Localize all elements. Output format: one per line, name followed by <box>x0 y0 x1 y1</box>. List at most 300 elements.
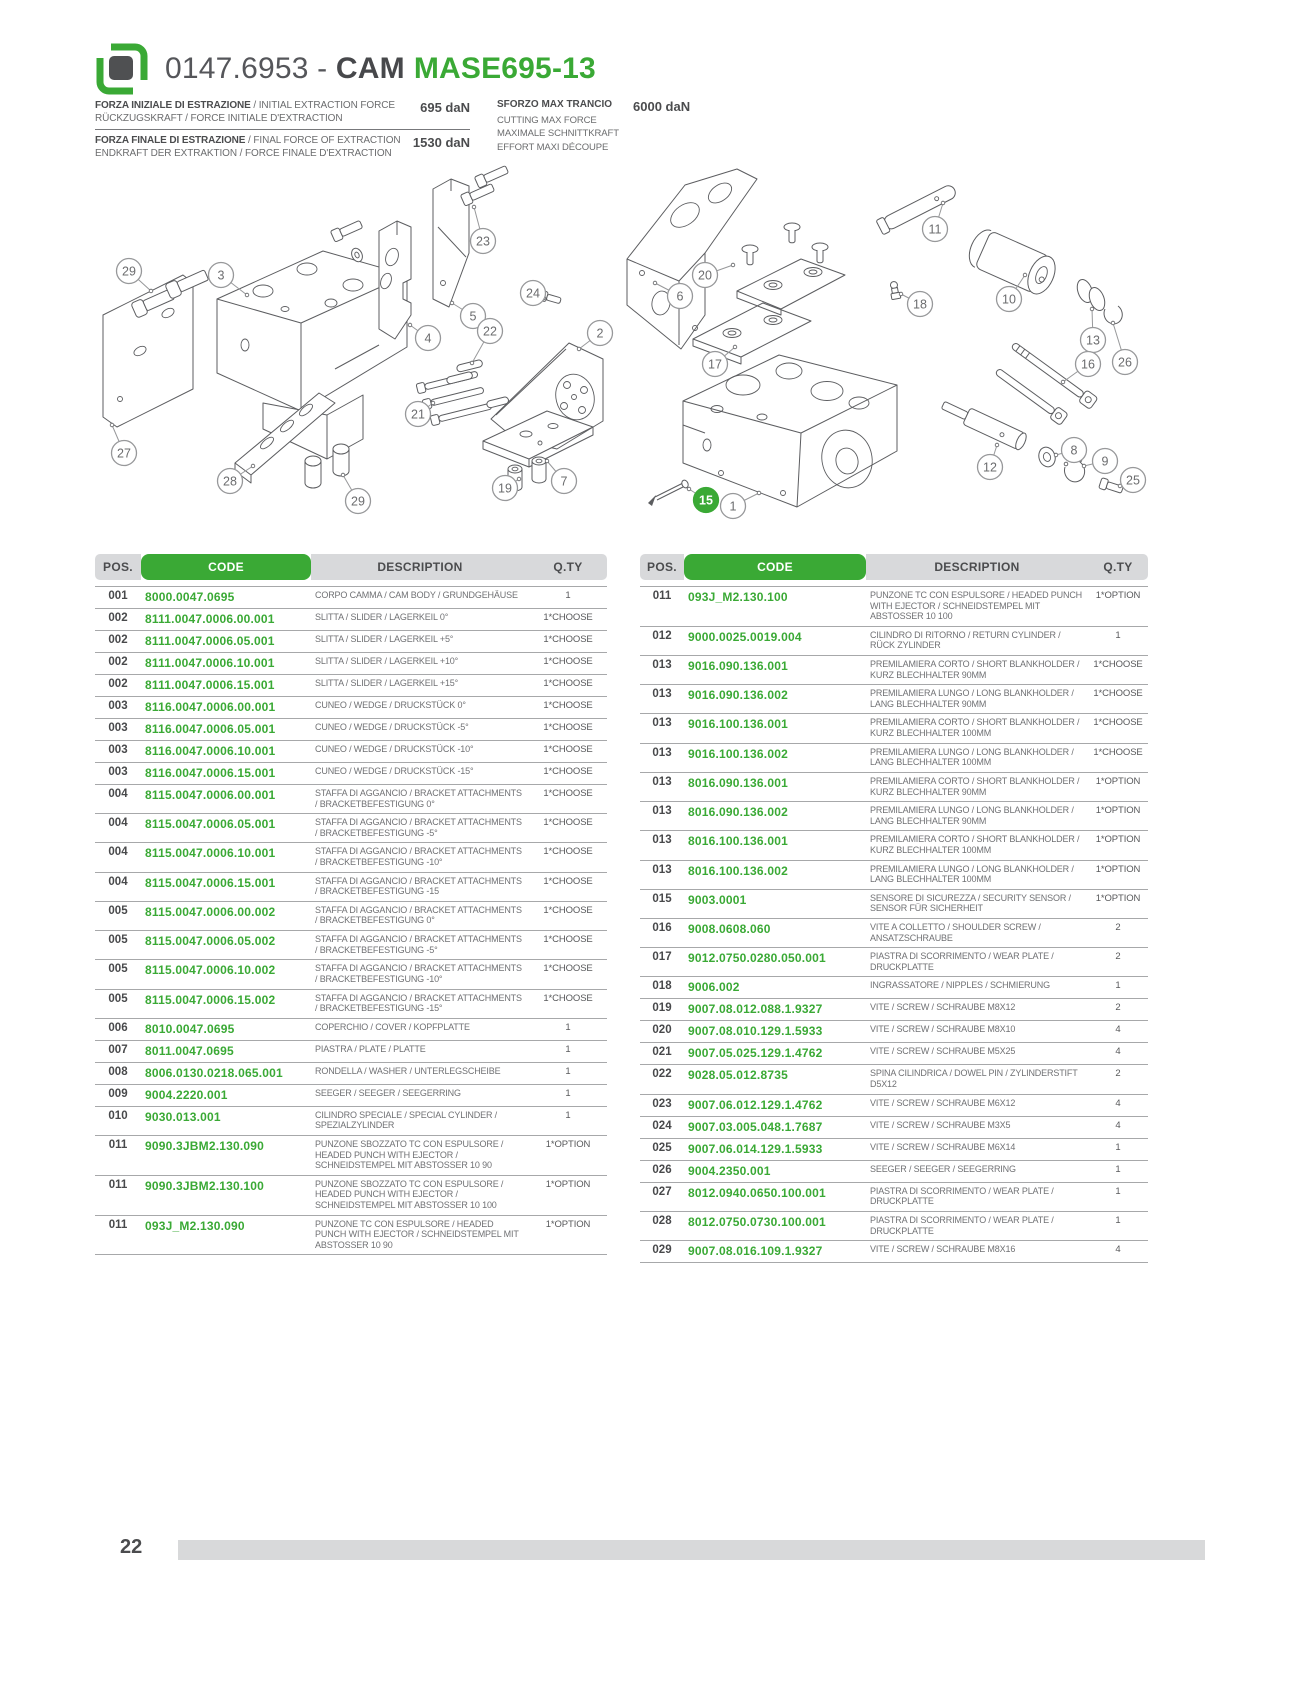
callout-3 <box>209 263 249 297</box>
qty-cell: 1*CHOOSE <box>529 990 607 1019</box>
qty-cell: 1*CHOOSE <box>529 763 607 785</box>
pos-cell: 008 <box>95 1063 141 1085</box>
code-cell: 9000.0025.0019.004 <box>684 627 866 656</box>
col-header-qty: Q.TY <box>1088 554 1148 580</box>
callout-7 <box>545 459 576 493</box>
table-row <box>95 902 607 931</box>
qty-cell: 1*OPTION <box>529 1136 607 1176</box>
svg-text:16: 16 <box>1081 357 1095 372</box>
svg-text:12: 12 <box>983 460 997 475</box>
code-cell: 8116.0047.0006.00.001 <box>141 697 311 719</box>
pos-cell: 003 <box>95 697 141 719</box>
svg-text:27: 27 <box>117 446 131 461</box>
pos-cell: 005 <box>95 902 141 931</box>
callout-9 <box>1082 449 1117 474</box>
svg-text:25: 25 <box>1126 473 1140 488</box>
callout-18 <box>899 292 932 317</box>
spec-label-it: FORZA INIZIALE DI ESTRAZIONE <box>95 100 251 111</box>
desc-cell: SLITTA / SLIDER / LAGERKEIL +5° <box>311 631 529 653</box>
code-cell: 8115.0047.0006.00.002 <box>141 902 311 931</box>
qty-cell: 1*CHOOSE <box>529 697 607 719</box>
qty-cell: 1*CHOOSE <box>1088 744 1148 773</box>
code-cell: 8111.0047.0006.15.001 <box>141 675 311 697</box>
svg-text:22: 22 <box>483 324 497 339</box>
code-cell: 8111.0047.0006.00.001 <box>141 609 311 631</box>
callout-4 <box>408 323 440 350</box>
table-header-row <box>95 554 607 580</box>
table-row <box>95 873 607 902</box>
table-row <box>640 919 1148 948</box>
exploded-view-diagram <box>95 163 1205 529</box>
svg-text:6: 6 <box>676 289 684 304</box>
svg-text:26: 26 <box>1118 355 1132 370</box>
desc-cell: PIASTRA DI SCORRIMENTO / WEAR PLATE / DRUCKPLATTE <box>866 1212 1088 1241</box>
code-cell: 9090.3JBM2.130.090 <box>141 1136 311 1176</box>
svg-text:18: 18 <box>913 297 927 312</box>
qty-cell: 1*OPTION <box>529 1216 607 1256</box>
table-row <box>640 627 1148 656</box>
table-row <box>640 948 1148 977</box>
pos-cell: 018 <box>640 977 684 999</box>
code-cell: 8116.0047.0006.15.001 <box>141 763 311 785</box>
product-code: 0147.6953 <box>165 52 309 85</box>
table-row <box>640 999 1148 1021</box>
desc-cell: VITE / SCREW / SCHRAUBE M6X12 <box>866 1095 1088 1117</box>
code-cell: 8010.0047.0695 <box>141 1019 311 1041</box>
svg-text:8: 8 <box>1070 443 1078 458</box>
pos-cell: 011 <box>95 1136 141 1176</box>
desc-cell: PREMILAMIERA CORTO / SHORT BLANKHOLDER / KURZ BLECHHALTER 90MM <box>866 656 1088 685</box>
table-row <box>95 785 607 814</box>
table-row <box>95 609 607 631</box>
desc-cell: VITE / SCREW / SCHRAUBE M8X10 <box>866 1021 1088 1043</box>
table-row <box>95 1176 607 1216</box>
table-row <box>95 931 607 960</box>
code-cell: 9016.100.136.001 <box>684 714 866 743</box>
table-row <box>640 1095 1148 1117</box>
callout-20 <box>693 263 735 288</box>
parts-table-right <box>640 554 1148 1263</box>
logo-square <box>109 56 133 80</box>
table-row <box>640 831 1148 860</box>
pos-cell: 026 <box>640 1161 684 1183</box>
table-row <box>640 1183 1148 1212</box>
svg-text:29: 29 <box>122 264 136 279</box>
qty-cell: 4 <box>1088 1095 1148 1117</box>
qty-cell: 4 <box>1088 1117 1148 1139</box>
table-row <box>640 1212 1148 1241</box>
qty-cell: 1*CHOOSE <box>529 931 607 960</box>
table-row <box>640 802 1148 831</box>
spec-label-line2: RÜCKZUGSKRAFT / FORCE INITIALE D'EXTRACTION <box>95 113 343 124</box>
desc-cell: SLITTA / SLIDER / LAGERKEIL +10° <box>311 653 529 675</box>
qty-cell: 2 <box>1088 948 1148 977</box>
svg-text:2: 2 <box>596 326 604 341</box>
desc-cell: VITE / SCREW / SCHRAUBE M8X16 <box>866 1241 1088 1263</box>
code-cell: 8111.0047.0006.10.001 <box>141 653 311 675</box>
desc-cell: PREMILAMIERA LUNGO / LONG BLANKHOLDER / LANG BLECHHALTER 100MM <box>866 744 1088 773</box>
code-cell: 9028.05.012.8735 <box>684 1065 866 1094</box>
brand-logo-icon <box>95 42 149 96</box>
qty-cell: 1*CHOOSE <box>1088 714 1148 743</box>
callout-1 <box>721 491 761 518</box>
spec-max-cutting-force <box>497 99 757 154</box>
qty-cell: 4 <box>1088 1043 1148 1065</box>
callout-24 <box>521 281 546 306</box>
qty-cell: 2 <box>1088 1065 1148 1094</box>
col-header-code: CODE <box>684 554 866 580</box>
code-cell: 8116.0047.0006.05.001 <box>141 719 311 741</box>
code-cell: 9016.090.136.001 <box>684 656 866 685</box>
parts-tables <box>95 554 1205 1263</box>
table-row <box>95 675 607 697</box>
code-cell: 8006.0130.0218.065.001 <box>141 1063 311 1085</box>
product-family: CAM <box>335 52 405 85</box>
table-row <box>95 631 607 653</box>
pos-cell: 017 <box>640 948 684 977</box>
desc-cell: PIASTRA DI SCORRIMENTO / WEAR PLATE / DRUCKPLATTE <box>866 948 1088 977</box>
table-row <box>95 586 607 609</box>
desc-cell: VITE / SCREW / SCHRAUBE M6X14 <box>866 1139 1088 1161</box>
code-cell: 8111.0047.0006.05.001 <box>141 631 311 653</box>
svg-text:20: 20 <box>698 268 712 283</box>
desc-cell: SLITTA / SLIDER / LAGERKEIL 0° <box>311 609 529 631</box>
spec-value-initial: 695 daN <box>420 100 470 115</box>
table-row <box>640 773 1148 802</box>
footer-bar <box>178 1540 1205 1560</box>
code-cell: 9007.03.005.048.1.7687 <box>684 1117 866 1139</box>
page-header <box>95 42 596 96</box>
spec-initial-extraction-force <box>95 99 470 125</box>
table-row <box>95 719 607 741</box>
desc-cell: CUNEO / WEDGE / DRUCKSTÜCK -15° <box>311 763 529 785</box>
page-number: 22 <box>120 1536 143 1558</box>
pos-cell: 019 <box>640 999 684 1021</box>
qty-cell: 1 <box>529 1085 607 1107</box>
pos-cell: 029 <box>640 1241 684 1263</box>
qty-cell: 1*OPTION <box>1088 861 1148 890</box>
table-row <box>95 814 607 843</box>
desc-cell: PREMILAMIERA CORTO / SHORT BLANKHOLDER / KURZ BLECHHALTER 90MM <box>866 773 1088 802</box>
code-cell: 8115.0047.0006.15.001 <box>141 873 311 902</box>
col-header-description: DESCRIPTION <box>866 554 1088 580</box>
specs-panel <box>95 99 1205 160</box>
qty-cell: 1*CHOOSE <box>1088 685 1148 714</box>
table-row <box>640 685 1148 714</box>
code-cell: 8115.0047.0006.10.001 <box>141 843 311 872</box>
qty-cell: 1*CHOOSE <box>529 741 607 763</box>
table-row <box>95 697 607 719</box>
table-row <box>95 1136 607 1176</box>
code-cell: 8115.0047.0006.05.002 <box>141 931 311 960</box>
svg-text:13: 13 <box>1086 333 1100 348</box>
pos-cell: 002 <box>95 675 141 697</box>
qty-cell: 4 <box>1088 1021 1148 1043</box>
table-row <box>95 1063 607 1085</box>
spec-final-extraction-force <box>95 134 470 160</box>
table-row <box>95 741 607 763</box>
desc-cell: CILINDRO SPECIALE / SPECIAL CYLINDER / SPEZIALZYLINDER <box>311 1107 529 1136</box>
pos-cell: 013 <box>640 802 684 831</box>
pos-cell: 015 <box>640 890 684 919</box>
pos-cell: 001 <box>95 586 141 609</box>
table-row <box>95 843 607 872</box>
qty-cell: 1 <box>1088 1161 1148 1183</box>
svg-text:4: 4 <box>424 331 432 346</box>
svg-text:11: 11 <box>928 222 942 237</box>
qty-cell: 1 <box>1088 977 1148 999</box>
desc-cell: PUNZONE SBOZZATO TC CON ESPULSORE / HEADED PUNCH WITH EJECTOR / SCHNEIDSTEMPEL MIT ABSTOSSER 10 100 <box>311 1176 529 1216</box>
pos-cell: 003 <box>95 741 141 763</box>
svg-text:28: 28 <box>223 474 237 489</box>
svg-text:10: 10 <box>1002 292 1016 307</box>
qty-cell: 4 <box>1088 1241 1148 1263</box>
qty-cell: 1*OPTION <box>529 1176 607 1216</box>
desc-cell: STAFFA DI AGGANCIO / BRACKET ATTACHMENTS / BRACKETBEFESTIGUNG -10° <box>311 843 529 872</box>
svg-text:5: 5 <box>469 309 477 324</box>
desc-cell: COPERCHIO / COVER / KOPFPLATTE <box>311 1019 529 1041</box>
code-cell: 9030.013.001 <box>141 1107 311 1136</box>
table-row <box>640 1241 1148 1263</box>
pos-cell: 021 <box>640 1043 684 1065</box>
pos-cell: 002 <box>95 609 141 631</box>
desc-cell: PREMILAMIERA LUNGO / LONG BLANKHOLDER / LANG BLECHHALTER 90MM <box>866 685 1088 714</box>
svg-text:7: 7 <box>560 474 568 489</box>
callout-8 <box>1054 438 1086 463</box>
code-cell: 8012.0750.0730.100.001 <box>684 1212 866 1241</box>
qty-cell: 1 <box>1088 627 1148 656</box>
desc-cell: STAFFA DI AGGANCIO / BRACKET ATTACHMENTS / BRACKETBEFESTIGUNG -15 <box>311 873 529 902</box>
desc-cell: VITE A COLLETTO / SHOULDER SCREW / ANSATZSCHRAUBE <box>866 919 1088 948</box>
desc-cell: STAFFA DI AGGANCIO / BRACKET ATTACHMENTS / BRACKETBEFESTIGUNG -15° <box>311 990 529 1019</box>
qty-cell: 1*CHOOSE <box>1088 656 1148 685</box>
desc-cell: PUNZONE TC CON ESPULSORE / HEADED PUNCH WITH EJECTOR / SCHNEIDSTEMPEL MIT ABSTOSSER 10 90 <box>311 1216 529 1256</box>
code-cell: 9016.100.136.002 <box>684 744 866 773</box>
code-cell: 9008.0608.060 <box>684 919 866 948</box>
code-cell: 8116.0047.0006.10.001 <box>141 741 311 763</box>
desc-cell: PUNZONE TC CON ESPULSORE / HEADED PUNCH WITH EJECTOR / SCHNEIDSTEMPEL MIT ABSTOSSER 10 100 <box>866 586 1088 627</box>
qty-cell: 1*OPTION <box>1088 586 1148 627</box>
code-cell: 8000.0047.0695 <box>141 586 311 609</box>
table-row <box>95 1216 607 1256</box>
parts-table-left <box>95 554 607 1255</box>
code-cell: 8016.100.136.002 <box>684 861 866 890</box>
table-row <box>95 1041 607 1063</box>
svg-text:1: 1 <box>729 499 737 514</box>
code-cell: 9090.3JBM2.130.100 <box>141 1176 311 1216</box>
max-shear-line: MAXIMALE SCHNITTKRAFT <box>497 128 619 140</box>
pos-cell: 011 <box>95 1216 141 1256</box>
code-cell: 9007.08.016.109.1.9327 <box>684 1241 866 1263</box>
desc-cell: STAFFA DI AGGANCIO / BRACKET ATTACHMENTS / BRACKETBEFESTIGUNG -5° <box>311 814 529 843</box>
code-cell: 9006.002 <box>684 977 866 999</box>
qty-cell: 1*CHOOSE <box>529 785 607 814</box>
desc-cell: VITE / SCREW / SCHRAUBE M3X5 <box>866 1117 1088 1139</box>
desc-cell: STAFFA DI AGGANCIO / BRACKET ATTACHMENTS / BRACKETBEFESTIGUNG 0° <box>311 902 529 931</box>
desc-cell: CILINDRO DI RITORNO / RETURN CYLINDER / RÜCK ZYLINDER <box>866 627 1088 656</box>
pos-cell: 006 <box>95 1019 141 1041</box>
qty-cell: 1 <box>529 1041 607 1063</box>
code-cell: 9007.05.025.129.1.4762 <box>684 1043 866 1065</box>
spec-value-final: 1530 daN <box>412 135 470 150</box>
extraction-force-specs <box>95 99 470 160</box>
qty-cell: 1*CHOOSE <box>529 609 607 631</box>
desc-cell: PREMILAMIERA LUNGO / LONG BLANKHOLDER / LANG BLECHHALTER 100MM <box>866 861 1088 890</box>
qty-cell: 1 <box>529 1019 607 1041</box>
pos-cell: 007 <box>95 1041 141 1063</box>
svg-text:24: 24 <box>526 286 540 301</box>
col-header-qty: Q.TY <box>529 554 607 580</box>
pos-cell: 013 <box>640 831 684 860</box>
spec-divider <box>95 129 470 130</box>
max-shear-title: SFORZO MAX TRANCIO <box>497 99 612 110</box>
table-row <box>640 1139 1148 1161</box>
qty-cell: 1 <box>529 1107 607 1136</box>
table-row <box>640 714 1148 743</box>
callout-15 <box>687 487 718 512</box>
spec-label-it: FORZA FINALE DI ESTRAZIONE <box>95 135 246 146</box>
svg-text:15: 15 <box>699 493 713 508</box>
desc-cell: PIASTRA / PLATE / PLATTE <box>311 1041 529 1063</box>
table-row <box>640 1021 1148 1043</box>
diagram-parts <box>103 164 1124 507</box>
qty-cell: 1*CHOOSE <box>529 631 607 653</box>
desc-cell: SPINA CILINDRICA / DOWEL PIN / ZYLINDERSTIFT D5X12 <box>866 1065 1088 1094</box>
callout-26 <box>1111 321 1137 374</box>
table-row <box>95 960 607 989</box>
desc-cell: VITE / SCREW / SCHRAUBE M8X12 <box>866 999 1088 1021</box>
code-cell: 9007.08.012.088.1.9327 <box>684 999 866 1021</box>
code-cell: 8115.0047.0006.05.001 <box>141 814 311 843</box>
pos-cell: 002 <box>95 653 141 675</box>
table-row <box>640 861 1148 890</box>
code-cell: 9007.06.014.129.1.5933 <box>684 1139 866 1161</box>
pos-cell: 005 <box>95 960 141 989</box>
callout-29 <box>341 473 370 513</box>
qty-cell: 1*OPTION <box>1088 831 1148 860</box>
pos-cell: 003 <box>95 763 141 785</box>
desc-cell: SEEGER / SEEGER / SEEGERRING <box>311 1085 529 1107</box>
code-cell: 9003.0001 <box>684 890 866 919</box>
desc-cell: PUNZONE SBOZZATO TC CON ESPULSORE / HEADED PUNCH WITH EJECTOR / SCHNEIDSTEMPEL MIT ABSTOSSER 10 90 <box>311 1136 529 1176</box>
desc-cell: CUNEO / WEDGE / DRUCKSTÜCK 0° <box>311 697 529 719</box>
code-cell: 8016.090.136.002 <box>684 802 866 831</box>
code-cell: 9007.08.010.129.1.5933 <box>684 1021 866 1043</box>
desc-cell: SENSORE DI SICUREZZA / SECURITY SENSOR / SENSOR FÜR SICHERHEIT <box>866 890 1088 919</box>
product-model: MASE695-13 <box>413 52 596 85</box>
qty-cell: 1*CHOOSE <box>529 843 607 872</box>
max-shear-line: CUTTING MAX FORCE <box>497 115 597 126</box>
qty-cell: 1*OPTION <box>1088 802 1148 831</box>
pos-cell: 024 <box>640 1117 684 1139</box>
desc-cell: CUNEO / WEDGE / DRUCKSTÜCK -5° <box>311 719 529 741</box>
pos-cell: 013 <box>640 744 684 773</box>
table-row <box>640 1043 1148 1065</box>
svg-text:17: 17 <box>708 357 722 372</box>
desc-cell: PREMILAMIERA CORTO / SHORT BLANKHOLDER / KURZ BLECHHALTER 100MM <box>866 831 1088 860</box>
table-row <box>95 990 607 1019</box>
table-row <box>640 656 1148 685</box>
exploded-diagram-svg <box>95 163 1205 529</box>
desc-cell: STAFFA DI AGGANCIO / BRACKET ATTACHMENTS / BRACKETBEFESTIGUNG -10° <box>311 960 529 989</box>
desc-cell: SLITTA / SLIDER / LAGERKEIL +15° <box>311 675 529 697</box>
qty-cell: 1*CHOOSE <box>529 653 607 675</box>
code-cell: 8012.0940.0650.100.001 <box>684 1183 866 1212</box>
pos-cell: 013 <box>640 861 684 890</box>
pos-cell: 013 <box>640 656 684 685</box>
code-cell: 8016.100.136.001 <box>684 831 866 860</box>
col-header-description: DESCRIPTION <box>311 554 529 580</box>
svg-text:3: 3 <box>217 268 225 283</box>
max-shear-line: EFFORT MAXI DÉCOUPE <box>497 141 609 153</box>
pos-cell: 020 <box>640 1021 684 1043</box>
spec-label-en: / FINAL FORCE OF EXTRACTION <box>245 135 401 146</box>
qty-cell: 2 <box>1088 999 1148 1021</box>
col-header-code: CODE <box>141 554 311 580</box>
spec-label-line2: ENDKRAFT DER EXTRAKTION / FORCE FINALE D'EXTRACTION <box>95 148 392 159</box>
callout-12 <box>978 443 1003 479</box>
pos-cell: 010 <box>95 1107 141 1136</box>
table-row <box>95 763 607 785</box>
pos-cell: 013 <box>640 714 684 743</box>
code-cell: 8011.0047.0695 <box>141 1041 311 1063</box>
pos-cell: 004 <box>95 843 141 872</box>
svg-text:21: 21 <box>411 407 425 422</box>
qty-cell: 1*CHOOSE <box>529 902 607 931</box>
table-header-row <box>640 554 1148 580</box>
callout-27 <box>110 423 136 465</box>
svg-text:9: 9 <box>1101 454 1109 469</box>
qty-cell: 1 <box>1088 1183 1148 1212</box>
callout-21 <box>406 401 435 426</box>
code-cell: 093J_M2.130.090 <box>141 1216 311 1256</box>
col-header-pos: POS. <box>640 554 684 580</box>
code-cell: 093J_M2.130.100 <box>684 586 866 627</box>
pos-cell: 005 <box>95 990 141 1019</box>
pos-cell: 028 <box>640 1212 684 1241</box>
desc-cell: STAFFA DI AGGANCIO / BRACKET ATTACHMENTS / BRACKETBEFESTIGUNG 0° <box>311 785 529 814</box>
svg-text:23: 23 <box>476 234 490 249</box>
table-row <box>640 586 1148 627</box>
desc-cell: CORPO CAMMA / CAM BODY / GRUNDGEHÄUSE <box>311 586 529 609</box>
code-cell: 9004.2220.001 <box>141 1085 311 1107</box>
callout-23 <box>471 205 496 253</box>
table-row <box>95 1085 607 1107</box>
table-row <box>95 653 607 675</box>
desc-cell: VITE / SCREW / SCHRAUBE M5X25 <box>866 1043 1088 1065</box>
table-row <box>640 1065 1148 1094</box>
desc-cell: PREMILAMIERA LUNGO / LONG BLANKHOLDER / LANG BLECHHALTER 90MM <box>866 802 1088 831</box>
table-row <box>640 977 1148 999</box>
qty-cell: 1*CHOOSE <box>529 873 607 902</box>
table-row <box>640 1117 1148 1139</box>
max-shear-value: 6000 daN <box>633 99 691 114</box>
pos-cell: 022 <box>640 1065 684 1094</box>
qty-cell: 1 <box>529 586 607 609</box>
pos-cell: 027 <box>640 1183 684 1212</box>
callout-2 <box>577 321 612 351</box>
qty-cell: 1 <box>1088 1139 1148 1161</box>
qty-cell: 1*OPTION <box>1088 890 1148 919</box>
desc-cell: PREMILAMIERA CORTO / SHORT BLANKHOLDER / KURZ BLECHHALTER 100MM <box>866 714 1088 743</box>
pos-cell: 013 <box>640 685 684 714</box>
callout-28 <box>218 464 255 493</box>
qty-cell: 2 <box>1088 919 1148 948</box>
pos-cell: 009 <box>95 1085 141 1107</box>
desc-cell: STAFFA DI AGGANCIO / BRACKET ATTACHMENTS / BRACKETBEFESTIGUNG -5° <box>311 931 529 960</box>
pos-cell: 003 <box>95 719 141 741</box>
pos-cell: 005 <box>95 931 141 960</box>
